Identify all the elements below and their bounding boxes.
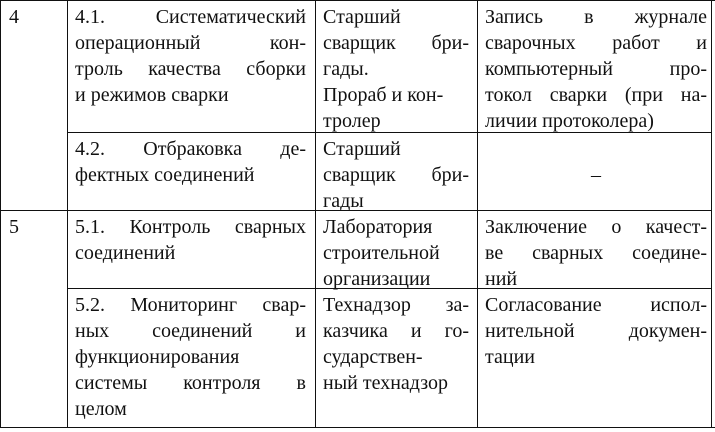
row-2-responsible-cell	[323, 136, 469, 214]
row-3-task-line-2: соединений	[75, 242, 176, 264]
row-3-number	[9, 214, 49, 240]
row-1-document-line-4	[485, 82, 707, 108]
table-left-border	[0, 0, 1, 428]
word: о	[611, 216, 622, 238]
word: свар-	[262, 294, 306, 316]
word: де-	[280, 138, 306, 160]
word: ве	[485, 242, 504, 264]
row-4-responsible-line-1	[323, 292, 469, 318]
row-2-responsible-line-3: гады	[323, 190, 364, 212]
row-1-task-line-3	[75, 56, 306, 82]
row-3-document-cell	[485, 214, 707, 292]
row-3-document-line-1	[485, 214, 707, 240]
word: сварочных	[485, 32, 576, 54]
word: качества	[148, 58, 221, 80]
table-right-border	[711, 0, 712, 428]
word: го-	[444, 320, 469, 342]
row-1-responsible-line-1: Старший	[323, 6, 401, 28]
word: и	[696, 32, 707, 54]
table-top-border	[0, 0, 715, 1]
row-2-document-dash: –	[591, 164, 601, 186]
word: казчика	[323, 320, 388, 342]
word: операционный	[75, 32, 201, 54]
row-2-task-line-1	[75, 136, 306, 162]
row-4-task-line-1	[75, 292, 306, 318]
row-4-responsible-line-2	[323, 318, 469, 344]
row-1-responsible-line-5: тролер	[323, 110, 381, 132]
row-4-task-line-4	[75, 370, 306, 396]
row-4-document-cell	[485, 292, 707, 370]
word: за-	[445, 294, 469, 316]
row-4-task-line-3: функционирования	[75, 346, 240, 368]
row-4-task-cell	[75, 292, 306, 422]
word: сварки	[549, 84, 608, 106]
word: ных	[75, 320, 110, 342]
row-1-number-text: 4	[9, 6, 19, 28]
row-1-responsible-cell	[323, 4, 469, 134]
row-2-responsible-line-1: Старший	[323, 138, 401, 160]
word: 5.2.	[75, 294, 105, 316]
row-1-document-line-5: личии протоколера)	[485, 110, 654, 132]
word: 4.1.	[75, 6, 105, 28]
word: испол-	[650, 294, 707, 316]
col-divider-1	[67, 0, 68, 428]
word: качест-	[645, 216, 707, 238]
row-4-responsible-line-4: ный технадзор	[323, 372, 448, 394]
word: докумен-	[628, 320, 707, 342]
row-3-responsible-line-2: строительной	[323, 242, 440, 264]
row-4-document-line-3: тации	[485, 346, 535, 368]
row-3-task-cell	[75, 214, 306, 266]
row-3-responsible-line-1: Лаборатория	[323, 216, 433, 238]
word: Заключение	[485, 216, 587, 238]
word: Технадзор	[323, 294, 411, 316]
word: и	[295, 320, 306, 342]
word: Контроль	[129, 216, 211, 238]
col-divider-2	[315, 0, 316, 428]
word: сварщик	[323, 32, 396, 54]
word: контроля	[183, 372, 261, 394]
row-4-document-line-1	[485, 292, 707, 318]
word: Запись	[485, 6, 544, 28]
row-2-document-cell	[485, 162, 707, 188]
word: (при	[624, 84, 663, 106]
word: сварных	[532, 242, 604, 264]
row-3-document-line-2	[485, 240, 707, 266]
row-3-responsible-cell	[323, 214, 469, 292]
row-1-task-cell	[75, 4, 306, 108]
row-1-document-line-2	[485, 30, 707, 56]
row-1-document-line-1	[485, 4, 707, 30]
row-2-responsible-line-2	[323, 162, 469, 188]
word: работ	[612, 32, 660, 54]
row-2-task-cell	[75, 136, 306, 188]
row-1-task-line-4: и режимов сварки	[75, 84, 229, 106]
word: соединений	[152, 320, 253, 342]
row-1-number	[9, 4, 49, 30]
row-1-document-line-3	[485, 56, 707, 82]
col-divider-3	[477, 0, 478, 428]
word: в	[296, 372, 306, 394]
row-2-task-line-2: фектных соединений	[75, 164, 255, 186]
word: на-	[680, 84, 707, 106]
row-4-responsible-cell	[323, 292, 469, 396]
row-3-number-text: 5	[9, 216, 19, 238]
row-4-document-line-2	[485, 318, 707, 344]
word: троль	[75, 58, 123, 80]
row-1-responsible-line-4: Прораб и кон-	[323, 84, 444, 106]
word: сварщик	[323, 164, 396, 186]
word: сборки	[246, 58, 306, 80]
word: сварных	[234, 216, 306, 238]
row-4-task-line-2	[75, 318, 306, 344]
word: Согласование	[485, 294, 602, 316]
word: журнале	[634, 6, 707, 28]
word: 5.1.	[75, 216, 105, 238]
word: компьютерный	[485, 58, 613, 80]
row-4-task-line-5: целом	[75, 398, 127, 420]
row-1-task-line-2	[75, 30, 306, 56]
word: соедине-	[632, 242, 707, 264]
row-3-responsible-line-3: организации	[323, 268, 431, 290]
word: и	[410, 320, 422, 342]
row-4-responsible-line-3: сударствен-	[323, 346, 423, 368]
word: нительной	[485, 320, 575, 342]
word: системы	[75, 372, 148, 394]
word: про-	[669, 58, 707, 80]
word: токол	[485, 84, 532, 106]
row-3-task-line-1	[75, 214, 306, 240]
word: Систематический	[155, 6, 306, 28]
word: бри-	[431, 32, 469, 54]
row-1-document-cell	[485, 4, 707, 134]
row-1-responsible-line-2	[323, 30, 469, 56]
word: бри-	[431, 164, 469, 186]
row-1-task-line-1	[75, 4, 306, 30]
table-bottom-border	[0, 427, 715, 428]
word: Мониторинг	[130, 294, 238, 316]
word: кон-	[269, 32, 306, 54]
row-1-responsible-line-3: гады.	[323, 58, 369, 80]
word: 4.2.	[75, 138, 105, 160]
word: в	[584, 6, 594, 28]
word: Отбраковка	[143, 138, 242, 160]
row-3-document-line-3: ний	[485, 268, 518, 290]
